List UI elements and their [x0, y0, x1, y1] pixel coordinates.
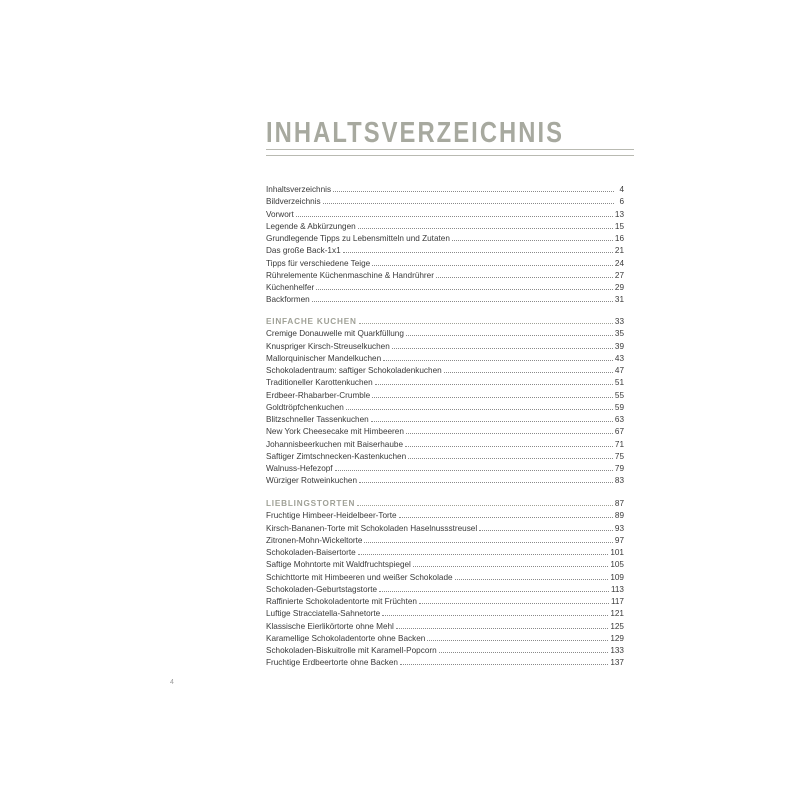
dot-leader: [358, 546, 609, 555]
toc-entry-page: 125: [610, 621, 624, 631]
toc-entry-page: 39: [614, 341, 624, 351]
toc-entry-label: Legende & Abkürzungen: [266, 221, 356, 231]
dot-leader: [406, 327, 613, 336]
toc-entry-page: 71: [614, 439, 624, 449]
toc-entry-label: Luftige Stracciatella-Sahnetorte: [266, 609, 381, 619]
dot-leader: [427, 632, 608, 641]
toc-entry-label: Zitronen-Mohn-Wickeltorte: [266, 535, 363, 545]
section-heading-label: LIEBLINGSTORTEN: [266, 499, 356, 508]
toc-entry-label: Rührelemente Küchenmaschine & Handrührer: [266, 270, 434, 280]
toc-entry[interactable]: [266, 534, 624, 546]
toc-entry[interactable]: [266, 607, 624, 619]
toc-entry[interactable]: [266, 620, 624, 632]
toc-entry-label: Tipps für verschiedene Teige: [266, 258, 371, 268]
toc-entry[interactable]: [266, 364, 624, 376]
dot-leader: [455, 571, 609, 580]
dot-leader: [439, 644, 609, 653]
toc-entry-label: Backformen: [266, 295, 310, 305]
dot-leader: [399, 509, 613, 518]
dot-leader: [359, 315, 613, 324]
dot-leader: [396, 620, 608, 629]
toc-entry-page: 31: [614, 295, 624, 305]
dot-leader: [413, 558, 608, 567]
toc-entry-label: Klassische Eierlikörtorte ohne Mehl: [266, 621, 394, 631]
toc-entry-page: 93: [614, 523, 624, 533]
dot-leader: [375, 376, 613, 385]
toc-entry[interactable]: [266, 571, 624, 583]
toc-entry-page: 16: [614, 234, 624, 243]
toc-entry-label: Traditioneller Karottenkuchen: [266, 378, 373, 388]
toc-entry-label: Fruchtige Erdbeertorte ohne Backen: [266, 658, 398, 668]
toc-entry-label: Küchenhelfer: [266, 283, 315, 292]
toc-entry-label: Grundlegende Tipps zu Lebensmitteln und Zutaten: [266, 234, 450, 243]
toc-entry-label: Knuspriger Kirsch-Streuselkuchen: [266, 341, 390, 351]
toc-entry-page: 15: [614, 221, 624, 231]
toc-entry-label: Saftiger Zimtschnecken-Kastenkuchen: [266, 451, 407, 461]
toc-entry[interactable]: [266, 438, 624, 450]
dot-leader: [359, 474, 613, 483]
toc-entry-label: Schokoladen-Biskuitrolle mit Karamell-Popcorn: [266, 646, 437, 655]
toc-entry[interactable]: [266, 546, 624, 558]
dot-leader: [372, 257, 613, 266]
toc-entry[interactable]: [266, 183, 624, 195]
dot-leader: [419, 595, 609, 604]
toc-entry-page: 79: [614, 464, 624, 473]
toc-entry[interactable]: [266, 389, 624, 401]
toc-entry-page: 55: [614, 390, 624, 400]
toc-entry[interactable]: [266, 232, 624, 244]
toc-entry-page: 13: [614, 209, 624, 219]
toc-entry-page: 35: [614, 329, 624, 339]
toc-entry-page: 113: [610, 584, 624, 594]
toc-entry[interactable]: [266, 327, 624, 339]
toc-entry-page: 129: [610, 633, 624, 643]
dot-leader: [364, 534, 612, 543]
toc-entry-page: 63: [614, 415, 624, 424]
dot-leader: [372, 389, 613, 398]
toc-section-einfache-kuchen: [266, 315, 624, 487]
toc-entry-page: 67: [614, 427, 624, 437]
toc-entry-page: 89: [614, 511, 624, 521]
toc-entry-label: Mallorquinischer Mandelkuchen: [266, 353, 382, 363]
dot-leader: [406, 425, 613, 434]
toc-section-heading[interactable]: [266, 497, 624, 509]
toc-entry-page: 47: [614, 366, 624, 375]
toc-entry-page: 43: [614, 353, 624, 363]
toc-entry[interactable]: [266, 558, 624, 570]
toc-entry[interactable]: [266, 340, 624, 352]
toc-entry[interactable]: [266, 522, 624, 534]
toc-entry-page: 29: [614, 283, 624, 292]
page-title: INHALTSVERZEICHNIS: [266, 117, 565, 149]
dot-leader: [335, 462, 613, 471]
toc-entry[interactable]: [266, 220, 624, 232]
toc-entry[interactable]: [266, 474, 624, 486]
toc-section-heading[interactable]: [266, 315, 624, 327]
toc-entry[interactable]: [266, 269, 624, 281]
dot-leader: [333, 183, 614, 192]
toc-entry[interactable]: [266, 376, 624, 388]
toc-entry[interactable]: [266, 462, 624, 474]
toc-entry-page: 121: [610, 609, 624, 619]
toc-entry-page: 75: [614, 451, 624, 461]
dot-leader: [312, 293, 613, 302]
toc-entry-label: Karamellige Schokoladentorte ohne Backen: [266, 633, 426, 643]
toc-entry[interactable]: [266, 450, 624, 462]
toc-entry[interactable]: [266, 425, 624, 437]
toc-entry-page: 117: [610, 597, 624, 606]
dot-leader: [452, 232, 613, 241]
toc-entry-page: 133: [610, 646, 624, 655]
toc-entry-label: Vorwort: [266, 209, 294, 219]
toc-entry[interactable]: [266, 509, 624, 521]
dot-leader: [371, 413, 613, 422]
dot-leader: [405, 438, 613, 447]
toc-entry-label: Saftige Mohntorte mit Waldfruchtspiegel: [266, 560, 411, 570]
dot-leader: [357, 497, 613, 506]
toc-entry[interactable]: [266, 257, 624, 269]
toc-entry-page: 97: [614, 535, 624, 545]
toc-entry-page: 6: [619, 197, 624, 207]
title-double-rule: [266, 149, 634, 156]
toc-entry-label: Das große Back-1x1: [266, 246, 341, 256]
toc-entry-label: Goldtröpfchenkuchen: [266, 402, 344, 412]
dot-leader: [479, 522, 613, 531]
toc-entry-page: 105: [610, 560, 624, 570]
toc-entry[interactable]: [266, 195, 624, 207]
toc-entry[interactable]: [266, 644, 624, 656]
toc-entry[interactable]: [266, 352, 624, 364]
toc-entry-page: 27: [614, 270, 624, 280]
toc-entry-label: Kirsch-Bananen-Torte mit Schokoladen Haselnussstreusel: [266, 523, 478, 533]
toc-front-matter: [266, 183, 624, 306]
dot-leader: [358, 220, 613, 229]
toc-section-lieblingstorten: [266, 497, 624, 669]
toc-entry-page: 101: [610, 548, 624, 557]
toc-entry-page: 137: [610, 658, 624, 668]
section-heading-page: 33: [614, 317, 624, 326]
toc-entry-page: 4: [619, 185, 624, 194]
toc-entry-page: 24: [614, 258, 624, 268]
dot-leader: [296, 208, 613, 217]
toc-entry-label: Blitzschneller Tassenkuchen: [266, 415, 369, 424]
dot-leader: [444, 364, 613, 373]
section-heading-label: EINFACHE KUCHEN: [266, 317, 357, 326]
toc-entry-label: Schokoladen-Baisertorte: [266, 548, 356, 557]
toc-entry-label: Bildverzeichnis: [266, 197, 321, 207]
toc-entry[interactable]: [266, 583, 624, 595]
toc-entry-label: Walnuss-Hefezopf: [266, 464, 333, 473]
toc-entry[interactable]: [266, 656, 624, 668]
dot-leader: [382, 607, 608, 616]
dot-leader: [343, 244, 613, 253]
toc-entry[interactable]: [266, 632, 624, 644]
toc-entry-label: New York Cheesecake mit Himbeeren: [266, 427, 404, 437]
toc-entry-label: Würziger Rotweinkuchen: [266, 476, 358, 486]
toc-entry-page: 109: [610, 572, 624, 582]
toc-entry[interactable]: [266, 244, 624, 256]
toc-entry-label: Schichttorte mit Himbeeren und weißer Schokolade: [266, 572, 453, 582]
toc-entry[interactable]: [266, 595, 624, 607]
dot-leader: [383, 352, 613, 361]
toc-entry-label: Raffinierte Schokoladentorte mit Früchten: [266, 597, 417, 606]
toc-entry-page: 51: [614, 378, 624, 388]
toc-entry-label: Cremige Donauwelle mit Quarkfüllung: [266, 329, 404, 339]
toc-entry[interactable]: [266, 208, 624, 220]
page-number: 4: [170, 679, 174, 686]
toc-entry-label: Schokoladen-Geburtstagstorte: [266, 584, 378, 594]
dot-leader: [436, 269, 613, 278]
dot-leader: [346, 401, 613, 410]
toc-entry-page: 59: [614, 402, 624, 412]
toc-entry-label: Inhaltsverzeichnis: [266, 185, 332, 194]
toc-entry-label: Erdbeer-Rhabarber-Crumble: [266, 390, 371, 400]
dot-leader: [392, 340, 613, 349]
section-heading-page: 87: [614, 499, 624, 508]
toc-entry[interactable]: [266, 401, 624, 413]
dot-leader: [400, 656, 608, 665]
toc-entry-page: 21: [614, 246, 624, 256]
toc-entry-label: Fruchtige Himbeer-Heidelbeer-Torte: [266, 511, 397, 521]
dot-leader: [408, 450, 613, 459]
toc-entry[interactable]: [266, 293, 624, 305]
toc-entry[interactable]: [266, 281, 624, 293]
toc-entry-page: 83: [614, 476, 624, 486]
toc-entry-label: Johannisbeerkuchen mit Baiserhaube: [266, 439, 404, 449]
toc-entry[interactable]: [266, 413, 624, 425]
toc-entry-label: Schokoladentraum: saftiger Schokoladenkuchen: [266, 366, 442, 375]
dot-leader: [323, 195, 614, 204]
dot-leader: [316, 281, 613, 290]
dot-leader: [379, 583, 609, 592]
